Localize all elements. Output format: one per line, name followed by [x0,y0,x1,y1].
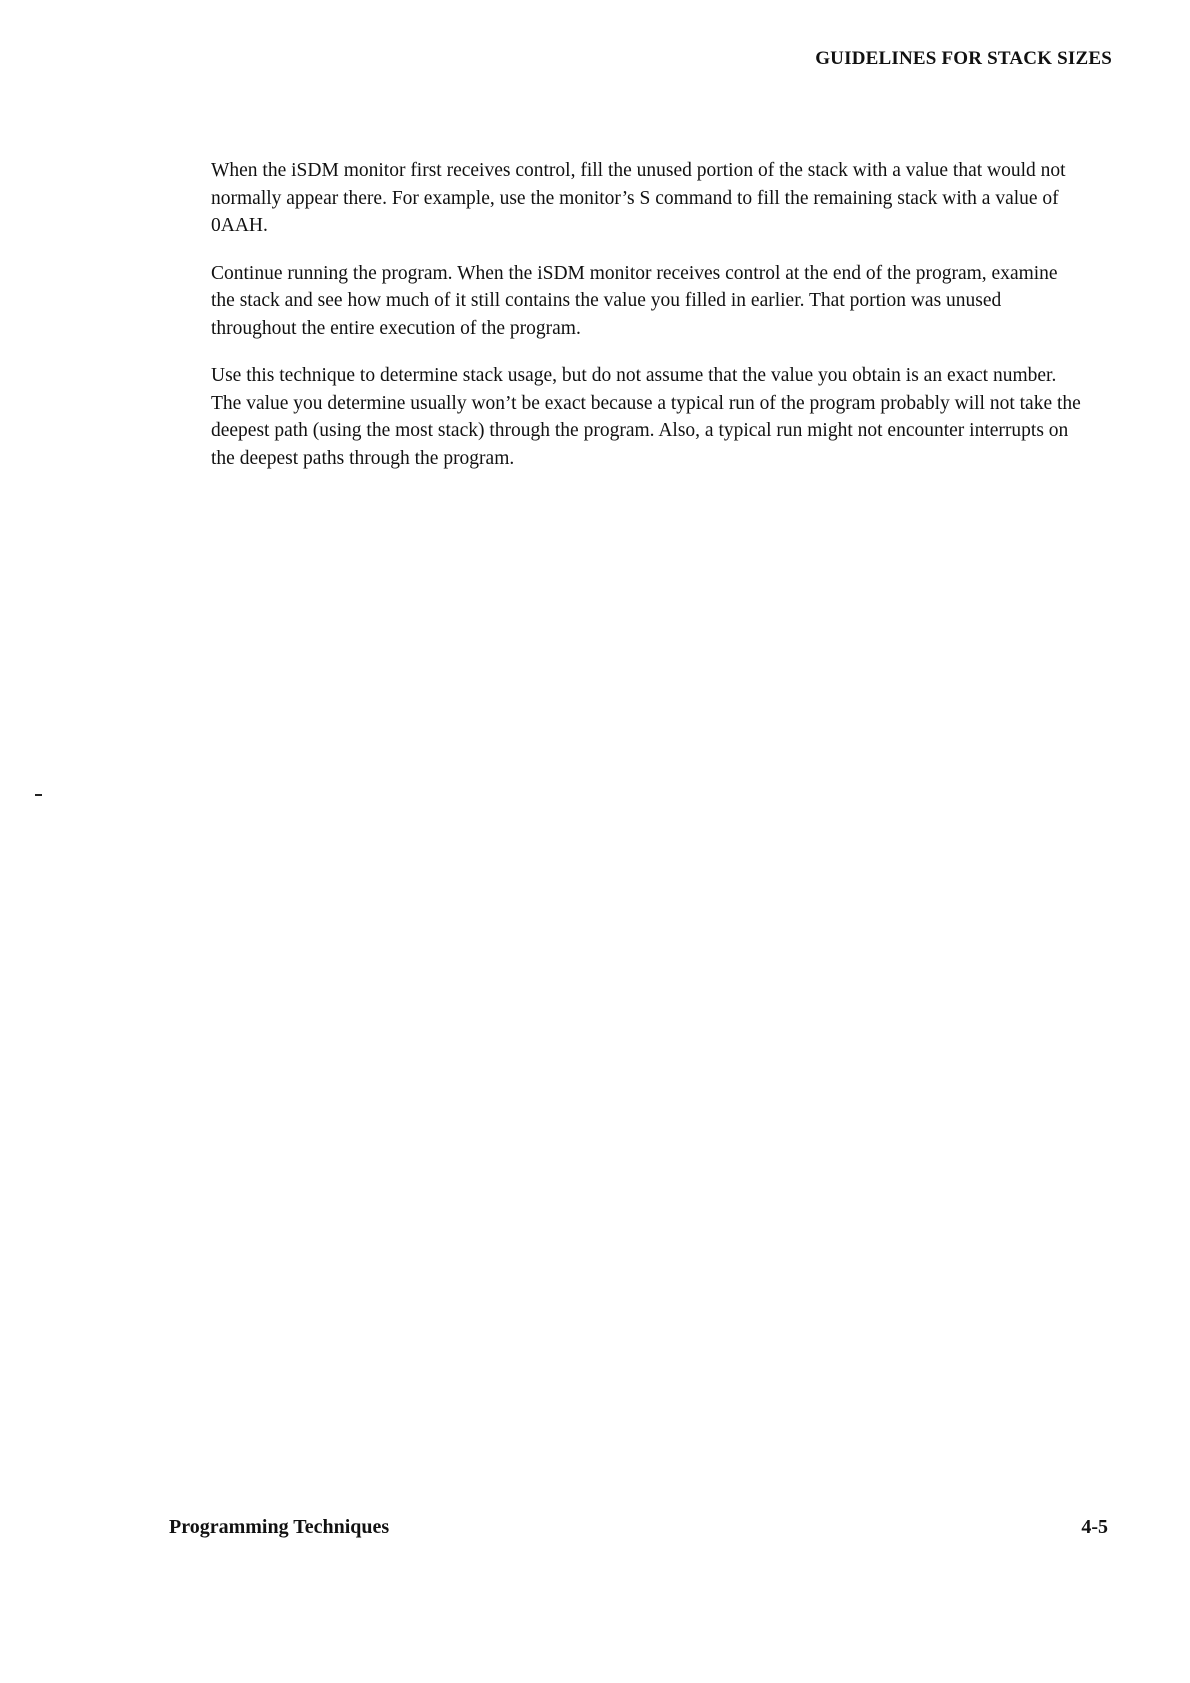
paragraph-fill-stack: When the iSDM monitor first receives control, fill the unused portion of the stack with a value that would not normally appear there. For example, use the monitor’s S command to fill the remaining stack with a value of 0AAH. [211,160,1066,236]
stray-mark [35,794,42,796]
body-text [211,157,1081,492]
paragraph-examine-stack: Continue running the program. When the iSDM monitor receives control at the end of the program, examine the stack and see how much of it still contains the value you filled in earlier. That portion was unused throughout the entire execution of the program. [211,262,1058,339]
footer-section-title: Programming Techniques [169,1516,390,1538]
paragraph-stack-usage-caveat: Use this technique to determine stack usage, but do not assume that the value you obtain is an exact number. The value you determine usually won’t be exact because a typical run of the program probably will not take the deepest path (using the most stack) through the program. Also, a typical run might not encounter interrupts on the deepest paths through the program. [211,365,1081,469]
running-header: GUIDELINES FOR STACK SIZES [815,48,1112,69]
footer-page-number: 4-5 [1081,1516,1108,1538]
